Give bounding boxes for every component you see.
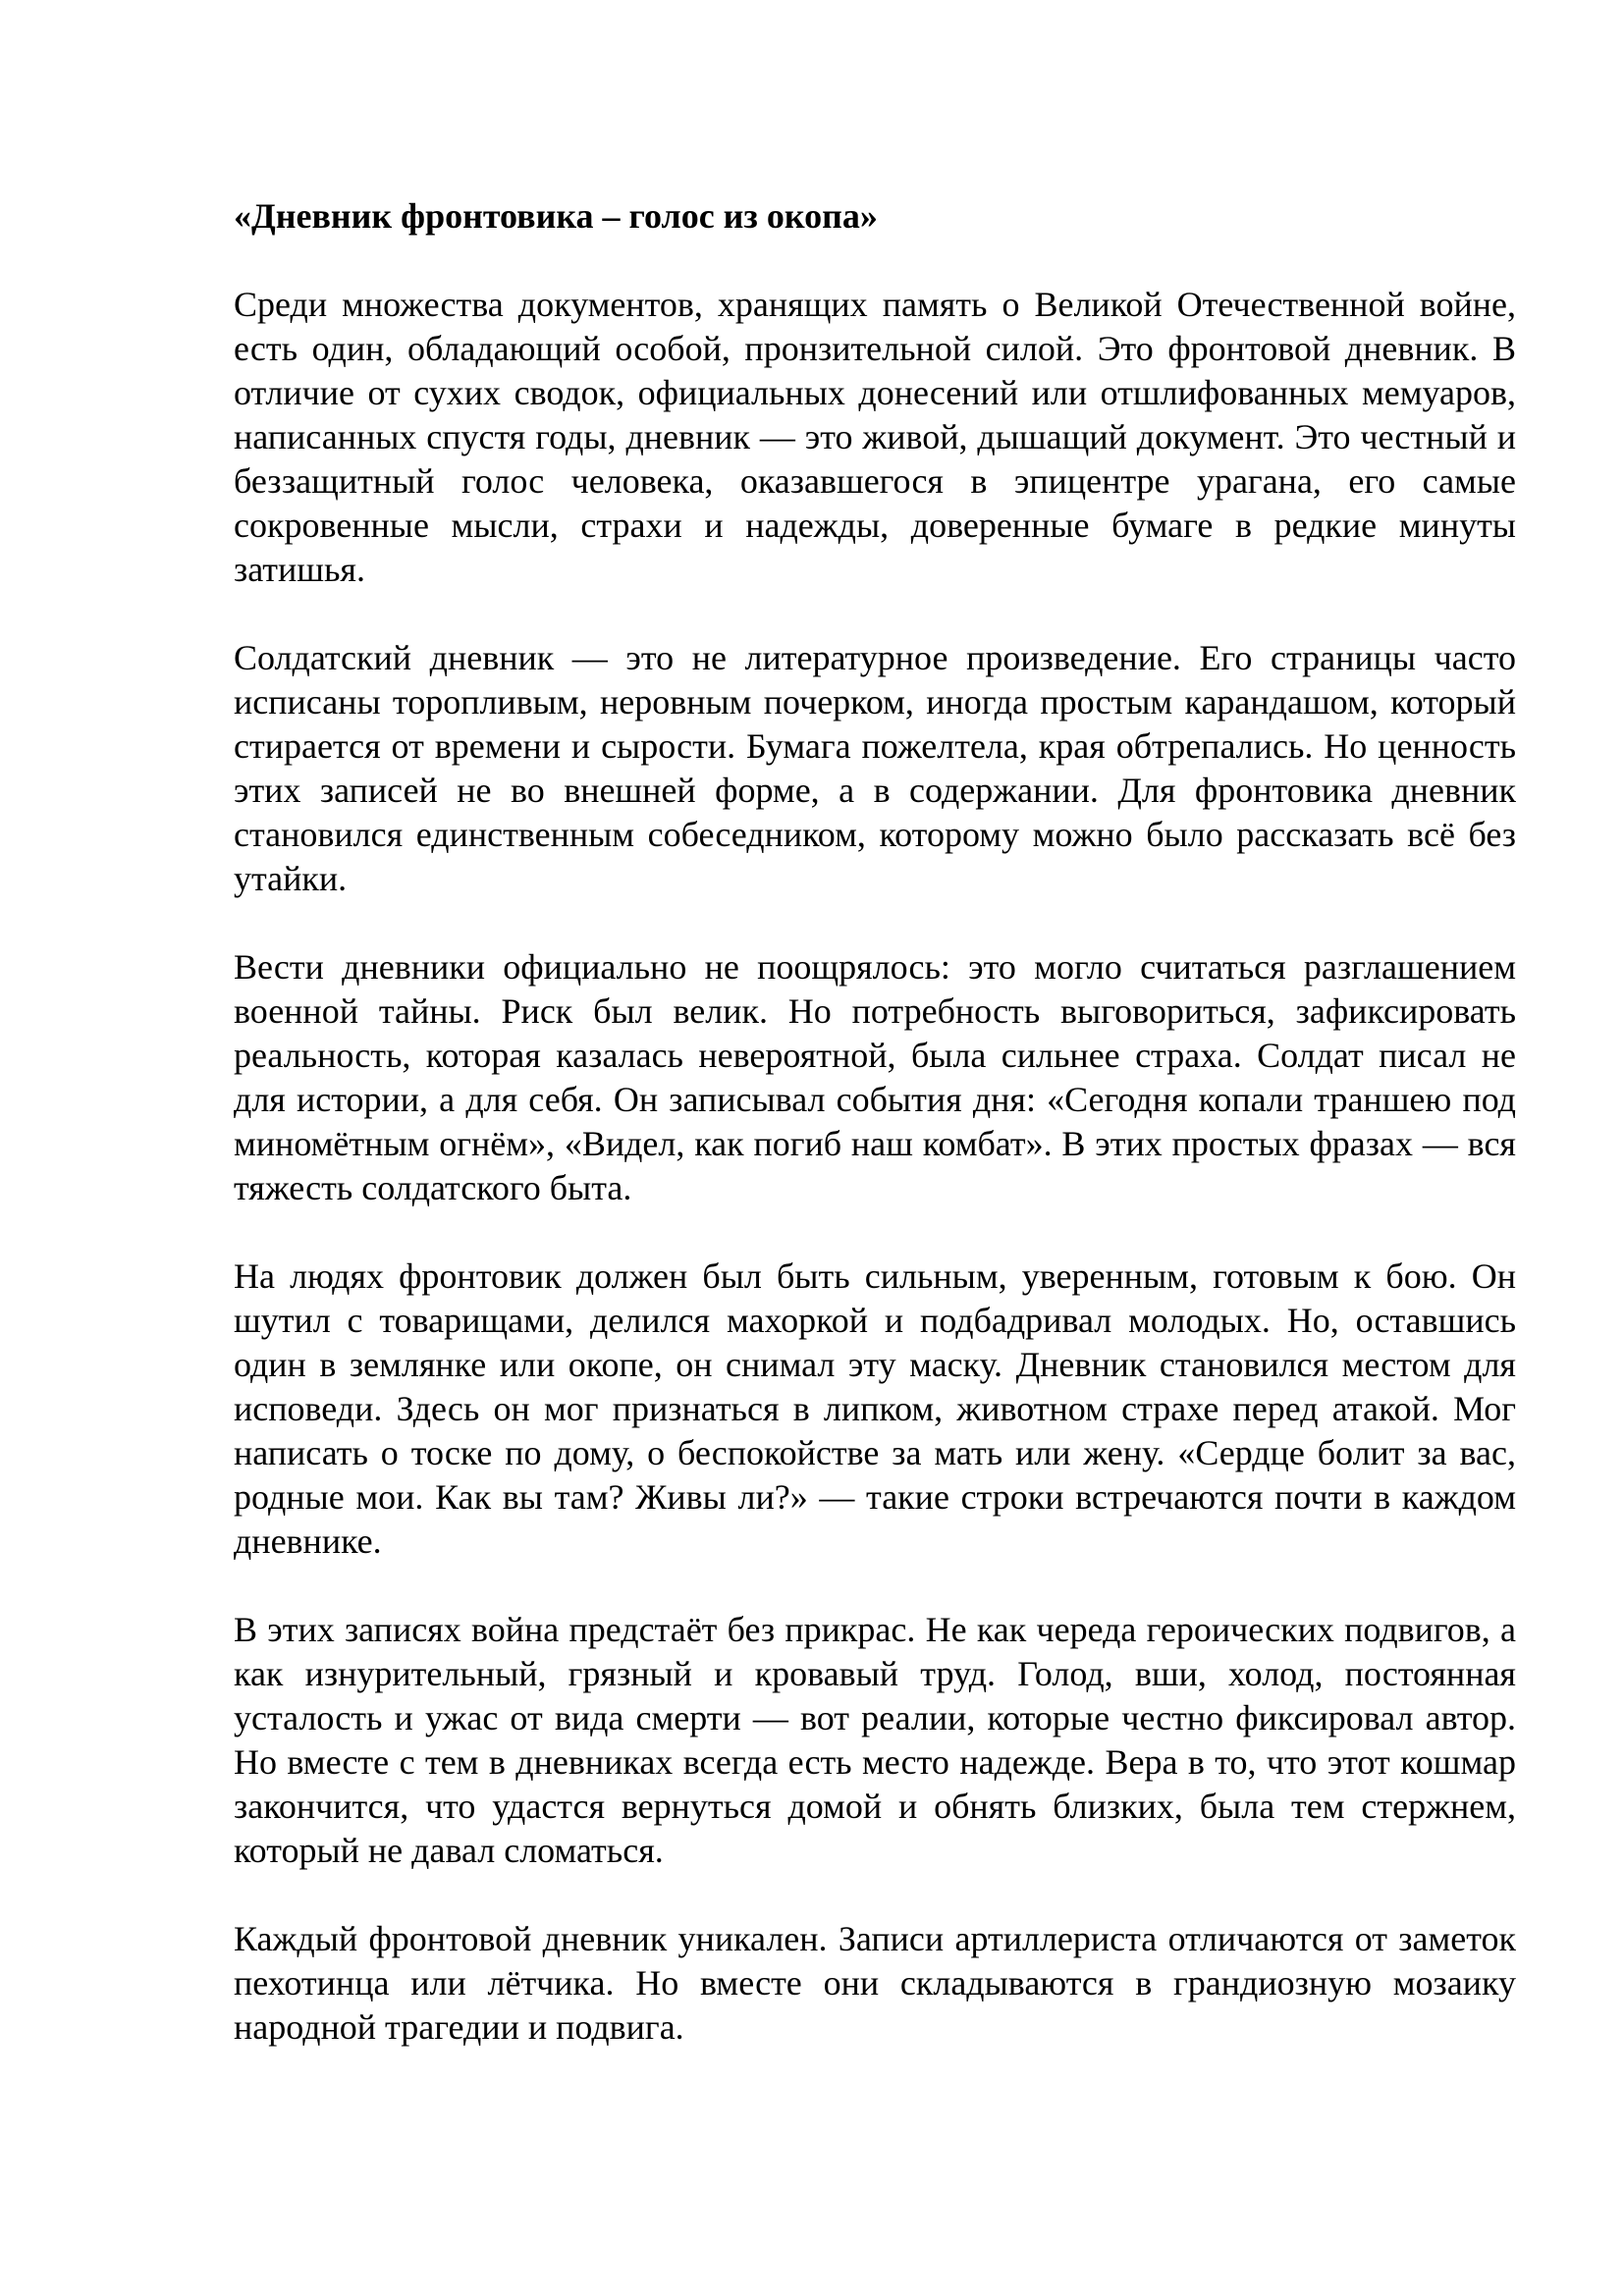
document-title: «Дневник фронтовика – голос из окопа» <box>234 196 878 236</box>
paragraph-4: На людях фронтовик должен был быть сильным, уверенным, готовым к бою. Он шутил с товарищами, делился махоркой и подбадривал молодых. Но, оставшись один в землянке или окопе, он снимал эту маску. Дневник становился местом для исповеди. Здесь он мог признаться в липком, животном страхе перед атакой. Мог написать о тоске по дому, о беспокойстве за мать или жену. «Сердце болит за вас, родные мои. Как вы там? Живы ли?» — такие строки встречаются почти в каждом дневнике. <box>234 1256 1516 1561</box>
paragraph-5: В этих записях война предстаёт без прикрас. Не как череда героических подвигов, а как изнурительный, грязный и кровавый труд. Голод, вши, холод, постоянная усталость и ужас от вида смерти — вот реалии, которые честно фиксировал автор. Но вместе с тем в дневниках всегда есть место надежде. Вера в то, что этот кошмар закончится, что удастся вернуться домой и обнять близких, была тем стержнем, который не давал сломаться. <box>234 1610 1516 1870</box>
paragraph-3: Вести дневники официально не поощрялось: это могло считаться разглашением военной тайны. Риск был велик. Но потребность выговориться, зафиксировать реальность, которая казалась невероятной, была сильнее страха. Солдат писал не для истории, а для себя. Он записывал события дня: «Сегодня копали траншею под миномётным огнём», «Видел, как погиб наш комбат». В этих простых фразах — вся тяжесть солдатского быта. <box>234 947 1516 1207</box>
document-body <box>234 194 1516 2050</box>
paragraph-1: Среди множества документов, хранящих память о Великой Отечественной войне, есть один, обладающий особой, пронзительной силой. Это фронтовой дневник. В отличие от сухих сводок, официальных донесений или отшлифованных мемуаров, написанных спустя годы, дневник — это живой, дышащий документ. Это честный и беззащитный голос человека, оказавшегося в эпицентре урагана, его самые сокровенные мысли, страхи и надежды, доверенные бумаге в редкие минуты затишья. <box>234 285 1516 589</box>
paragraph-6: Каждый фронтовой дневник уникален. Записи артиллериста отличаются от заметок пехотинца или лётчика. Но вместе они складываются в грандиозную мозаику народной трагедии и подвига. <box>234 1919 1516 2047</box>
paragraph-2: Солдатский дневник — это не литературное произведение. Его страницы часто исписаны торопливым, неровным почерком, иногда простым карандашом, который стирается от времени и сырости. Бумага пожелтела, края обтрепались. Но ценность этих записей не во внешней форме, а в содержании. Для фронтовика дневник становился единственным собеседником, которому можно было рассказать всё без утайки. <box>234 638 1516 898</box>
